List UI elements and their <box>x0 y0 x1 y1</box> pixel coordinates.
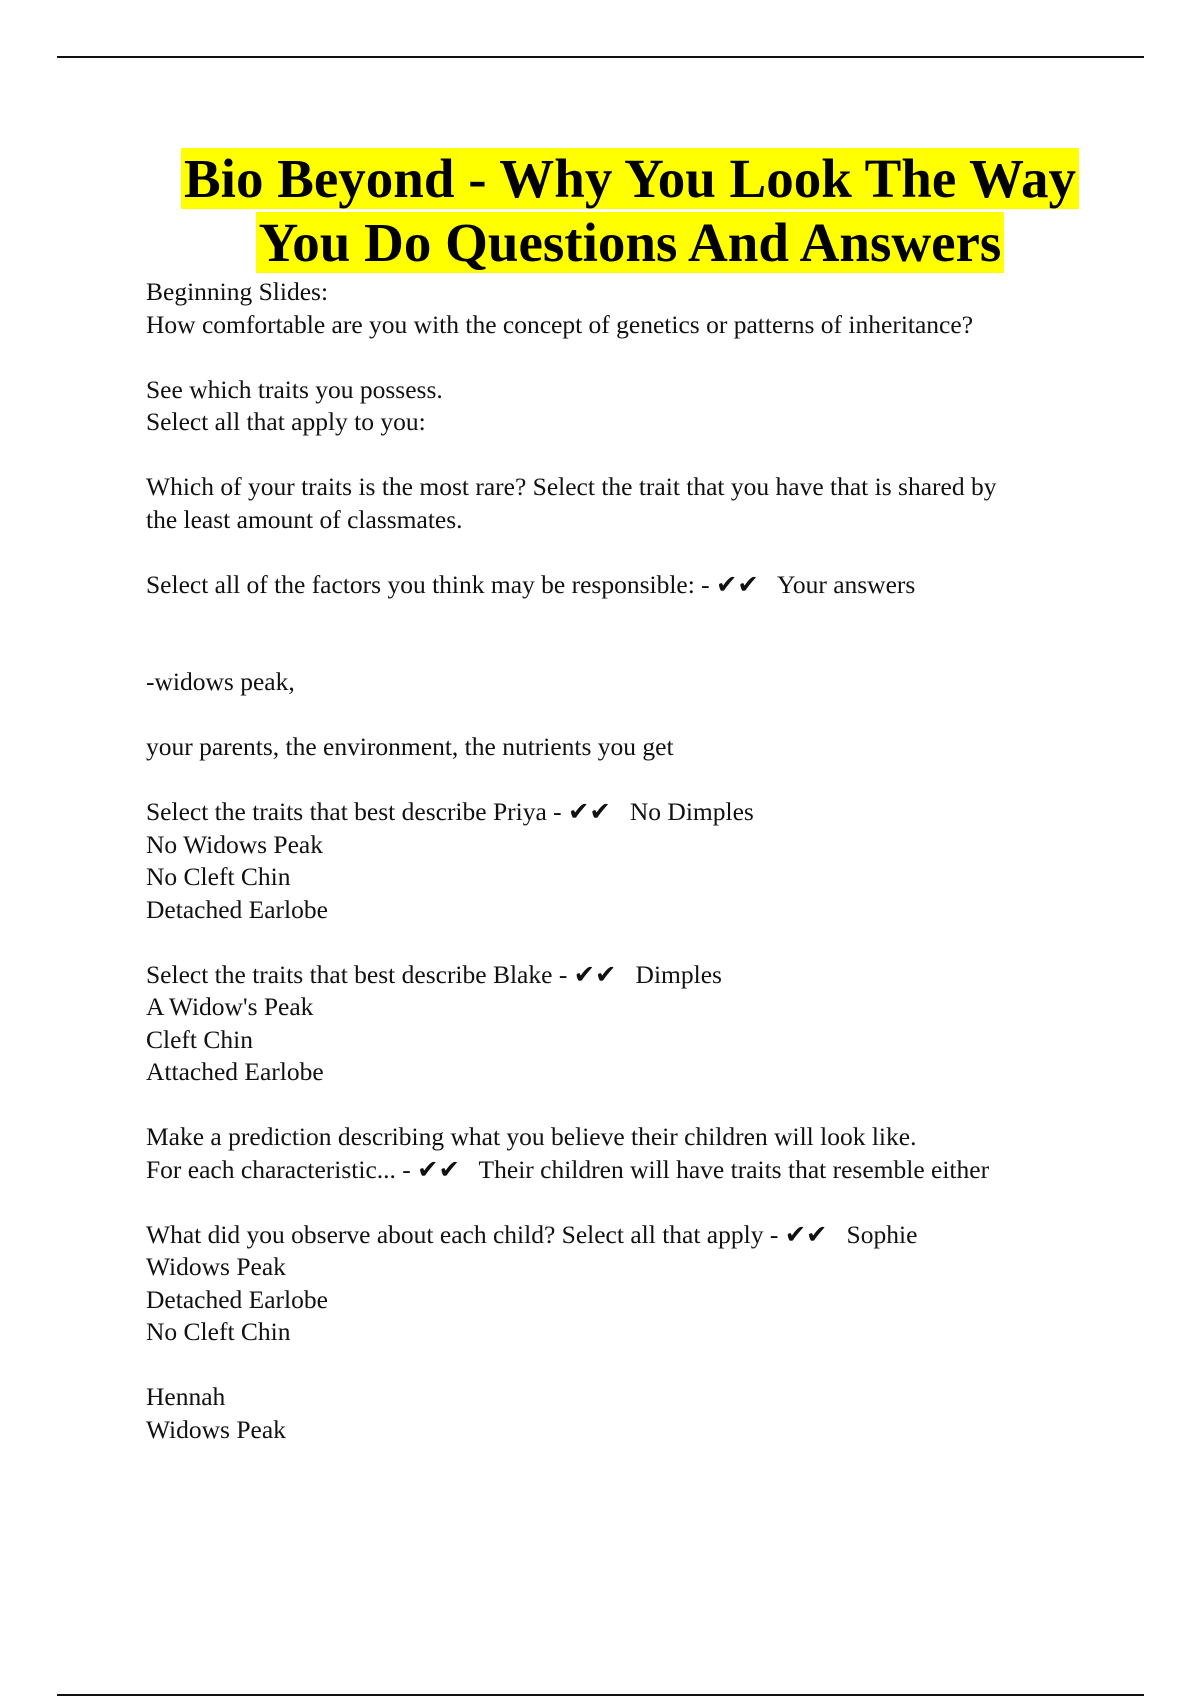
question-answer-line: What did you observe about each child? Select all that apply - ✔✔ Sophie <box>146 1219 918 1249</box>
answer-text: No Widows Peak <box>146 829 323 859</box>
section-heading: Beginning Slides: <box>146 277 329 306</box>
question-text: Which of your traits is the most rare? Select the trait that you have that is shared by <box>146 472 997 501</box>
question-text: How comfortable are you with the concept of genetics or patterns of inheritance? <box>146 309 974 339</box>
answer-text: -widows peak, <box>146 667 295 696</box>
question-text: Make a prediction describing what you believe their children will look like. <box>146 1122 917 1151</box>
top-rule <box>57 56 1144 58</box>
answer-text: A Widow's Peak <box>146 992 314 1021</box>
answer-text: your parents, the environment, the nutrients you get <box>146 732 674 761</box>
question-text: Select all that apply to you: <box>146 407 426 436</box>
question-answer-line: Select all of the factors you think may be responsible: - ✔✔ Your answers <box>146 569 916 599</box>
answer-text: Detached Earlobe <box>146 894 328 924</box>
answer-text: Detached Earlobe <box>146 1284 328 1314</box>
question-answer-line: Select the traits that best describe Priya - ✔✔ No Dimples <box>146 797 754 826</box>
title-line-2: You Do Questions And Answers <box>256 212 1005 273</box>
question-answer-line: For each characteristic... - ✔✔ Their children will have traits that resemble either <box>146 1154 990 1184</box>
answer-text: Hennah <box>146 1382 226 1411</box>
answer-text: Cleft Chin <box>146 1024 253 1054</box>
answer-text: Attached Earlobe <box>146 1057 324 1086</box>
answer-text: No Cleft Chin <box>146 1317 291 1346</box>
page-title <box>60 147 1200 275</box>
bottom-rule <box>57 1694 1144 1696</box>
question-answer-line: Select the traits that best describe Blake - ✔✔ Dimples <box>146 959 722 989</box>
question-text: See which traits you possess. <box>146 374 443 404</box>
answer-text: Widows Peak <box>146 1414 286 1444</box>
document-body <box>146 276 1096 1446</box>
answer-text: No Cleft Chin <box>146 862 291 891</box>
answer-text: Widows Peak <box>146 1252 286 1281</box>
question-text: the least amount of classmates. <box>146 504 463 534</box>
title-line-1: Bio Beyond - Why You Look The Way <box>181 148 1079 209</box>
